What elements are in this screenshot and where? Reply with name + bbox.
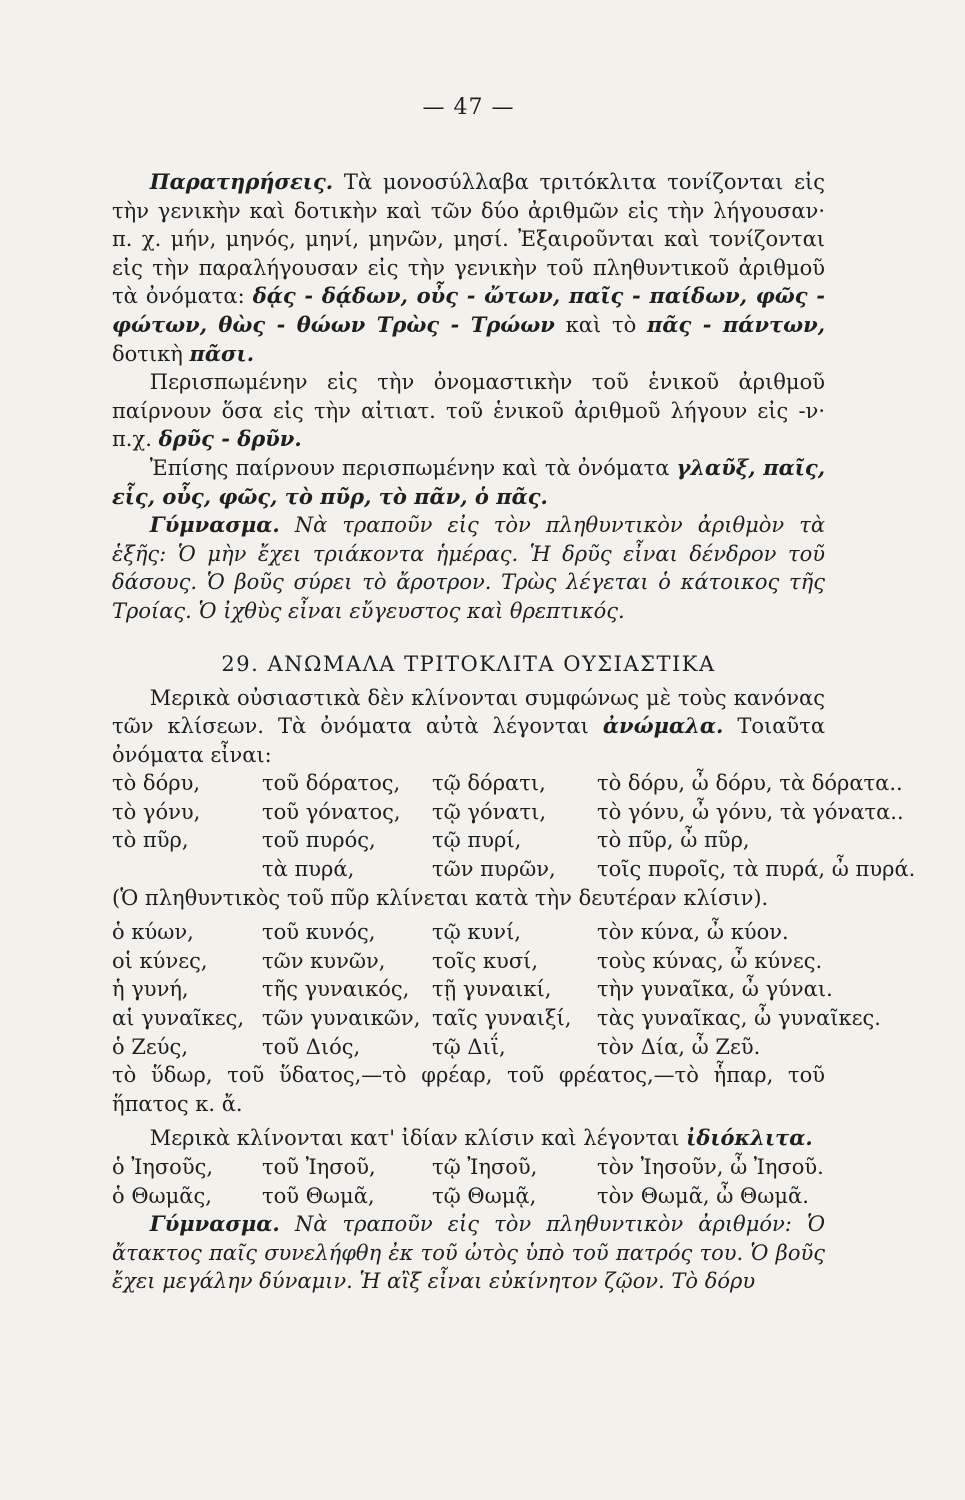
observations-words-3: πᾶσι. — [189, 340, 255, 366]
anomalous-text-2: Τοιαῦτα ὀνόματα εἶναι: — [112, 714, 825, 767]
decl-cell: τοῦ Διός, — [262, 1034, 361, 1059]
decl-cell: τῶν κυνῶν, — [262, 948, 386, 973]
decl-cell: τὸν Δία, ὦ Ζεῦ. — [597, 1034, 761, 1059]
decl-cell: τοῖς πυροῖς, τὰ πυρά, ὦ πυρά. — [597, 857, 916, 882]
observations-words: δᾴς - δᾴδων, οὖς - ὤτων, παῖς - παίδων, φῶς - φώτων, θὼς - θώων Τρὼς - Τρώων — [112, 283, 826, 337]
exercise-text: Νὰ τραποῦν εἰς τὸν πληθυντικὸν ἀριθμὸν τὰ ἑξῆς: Ὁ μὴν ἔχει τριάκοντα ἡμέρας. Ἡ δρῦς εἶναι δένδρον τοῦ δάσους. Ὁ βοῦς σύρει τὸ ἄροτρον. Τρὼς λέγεται ὁ κάτοικος τῆς Τροίας. Ὁ ἰχθὺς εἶναι εὔγευστος καὶ θρεπτικός. — [112, 513, 825, 623]
decl-cell: τῷ κυνί, — [432, 920, 521, 945]
decl-cell: τὸ πῦρ, ὦ πῦρ, — [597, 828, 750, 853]
idioklita-paragraph — [112, 1124, 825, 1153]
decl-cell: τῶν πυρῶν, — [432, 857, 556, 882]
idioklita-word: ἰδιόκλιτα. — [686, 1125, 813, 1151]
decl-cell: τὰ πυρά, — [262, 857, 355, 882]
observations-text: Τὰ μονοσύλλαβα τριτόκλιτα τονίζονται εἰς τὴν γενικὴν καὶ δοτικὴν καὶ τῶν δύο ἀριθμῶν εἰς τὴν λήγουσαν· π. χ. μήν, μηνός, μηνί, μηνῶν, μησί. Ἐξαιροῦνται καὶ τονίζονται εἰς τὴν παραλήγουσαν εἰς τὴν γενικὴν τοῦ πληθυντικοῦ ἀριθμοῦ τὰ ὀνόματα: — [112, 170, 825, 309]
declension-table-2 — [112, 918, 881, 1061]
decl-cell: ἡ γυνή, — [112, 977, 189, 1002]
decl-cell: τοῦ δόρατος, — [262, 771, 401, 796]
decl-cell — [112, 855, 262, 884]
plural-note: (Ὁ πληθυντικὸς τοῦ πῦρ κλίνεται κατὰ τὴν δευτέραν κλίσιν). — [112, 885, 769, 910]
decl-cell: ὁ κύων, — [112, 920, 194, 945]
decl-cell: τῷ Θωμᾷ, — [432, 1183, 537, 1208]
decl-cell: τὸ δόρυ, — [112, 771, 201, 796]
decl-cell: τῷ Διΐ, — [432, 1034, 506, 1059]
decl-cell: τοῦ Ἰησοῦ, — [262, 1155, 376, 1179]
declension-table-1 — [112, 769, 916, 883]
decl-cell: τὸ γόνυ, ὦ γόνυ, τὰ γόνατα.. — [597, 799, 904, 824]
decl-cell: τῷ πυρί, — [432, 828, 522, 853]
decl-cell: τὴν γυναῖκα, ὦ γύναι. — [597, 977, 833, 1002]
observations-words-2: πᾶς - πάντων, — [647, 311, 826, 337]
decl-cell: τὸ πῦρ, — [112, 828, 189, 853]
decl-cell: τῷ δόρατι, — [432, 771, 546, 796]
decl-cell: οἱ κύνες, — [112, 948, 208, 973]
decl-cell: ταῖς γυναιξί, — [432, 1006, 572, 1031]
section-title: 29. ΑΝΩΜΑΛΑ ΤΡΙΤΟΚΛΙΤΑ ΟΥΣΙΑΣΤΙΚΑ — [221, 651, 716, 676]
also-paragraph — [112, 454, 825, 511]
decl-cell: ὁ Ζεύς, — [112, 1034, 188, 1059]
exercise-label-2: Γύμνασμα. — [149, 1211, 280, 1237]
also-text: Ἐπίσης παίρνουν περισπωμένην καὶ τὰ ὀνόματα — [149, 455, 677, 480]
decl-cell: τοῖς κυσί, — [432, 948, 539, 973]
exercise-paragraph-2 — [112, 1210, 825, 1296]
also-words: γλαῦξ, παῖς, εἷς, οὖς, φῶς, τὸ πῦρ, τὸ πᾶν, ὁ πᾶς. — [112, 454, 826, 509]
exercise-text-2: Νὰ τραποῦν εἰς τὸν πληθυντικὸν ἀριθμόν: Ὁ ἄτακτος παῖς συνελήφθη ἐκ τοῦ ὠτὸς ὑπὸ τοῦ πατρός του. Ὁ βοῦς ἔχει μεγάλην δύναμιν. Ἡ αἲξ εἶναι εὐκίνητον ζῷον. Τὸ δόρυ — [112, 1212, 825, 1294]
decl-cell: τῶν γυναικῶν, — [262, 1006, 421, 1031]
decl-cell: τὸν Θωμᾶ, ὦ Θωμᾶ. — [597, 1183, 809, 1208]
idioklita-text: Μερικὰ κλίνονται κατ' ἰδίαν κλίσιν καὶ λέγονται — [149, 1126, 687, 1151]
decl-cell: τοὺς κύνας, ὦ κύνες. — [597, 948, 823, 973]
decl-cell: τῷ Ἰησοῦ, — [432, 1155, 538, 1179]
decl-cell: τοῦ γόνατος, — [262, 799, 401, 824]
declension-table-3 — [112, 1153, 825, 1210]
decl-cell: τῇ γυναικί, — [432, 977, 552, 1002]
water-line: τὸ ὕδωρ, τοῦ ὕδατος,—τὸ φρέαρ, τοῦ φρέατος,—τὸ ἧπαρ, τοῦ ἥπατος κ. ἄ. — [112, 1063, 825, 1116]
anomalous-word: ἀνώμαλα. — [602, 713, 724, 739]
decl-cell: τὸν κύνα, ὦ κύον. — [597, 920, 789, 945]
observations-text-2: καὶ τὸ — [554, 312, 648, 337]
decl-cell: τοῦ Θωμᾶ, — [262, 1183, 375, 1208]
decl-cell: τὸν Ἰησοῦν, ὦ Ἰησοῦ. — [597, 1155, 824, 1179]
exercise-paragraph — [112, 511, 825, 625]
decl-cell: τὸ δόρυ, ὦ δόρυ, τὰ δόρατα.. — [597, 771, 903, 796]
perispomeni-paragraph — [112, 368, 825, 454]
decl-cell: αἱ γυναῖκες, — [112, 1006, 245, 1031]
decl-cell: ὁ Ἰησοῦς, — [112, 1155, 214, 1179]
anomalous-text: Μερικὰ οὐσιαστικὰ δὲν κλίνονται συμφώνως μὲ τοὺς κανόνας τῶν κλίσεων. Τὰ ὀνόματα αὐτὰ λέγονται — [112, 685, 825, 739]
decl-cell: τῆς γυναικός, — [262, 977, 410, 1002]
perispomeni-words: δρῦς - δρῦν. — [158, 426, 302, 452]
decl-cell: τοῦ πυρός, — [262, 828, 376, 853]
perispomeni-text: Περισπωμένην εἰς τὴν ὀνομαστικὴν τοῦ ἑνικοῦ ἀριθμοῦ παίρνουν ὅσα εἰς τὴν αἰτιατ. τοῦ ἑνικοῦ ἀριθμοῦ λήγουν εἰς -ν· π.χ. — [112, 370, 825, 452]
decl-cell: ὁ Θωμᾶς, — [112, 1183, 212, 1208]
anomalous-paragraph — [112, 684, 825, 770]
observations-text-3: δοτικὴ — [112, 341, 190, 366]
exercise-label: Γύμνασμα. — [149, 512, 280, 538]
page-number: — 47 — — [422, 95, 515, 120]
decl-cell: τοῦ κυνός, — [262, 920, 376, 945]
decl-cell: τὸ γόνυ, — [112, 799, 201, 824]
decl-cell: τὰς γυναῖκας, ὦ γυναῖκες. — [597, 1006, 881, 1031]
observations-paragraph — [112, 168, 825, 368]
decl-cell: τῷ γόνατι, — [432, 799, 547, 824]
observations-label: Παρατηρήσεις. — [149, 169, 334, 194]
